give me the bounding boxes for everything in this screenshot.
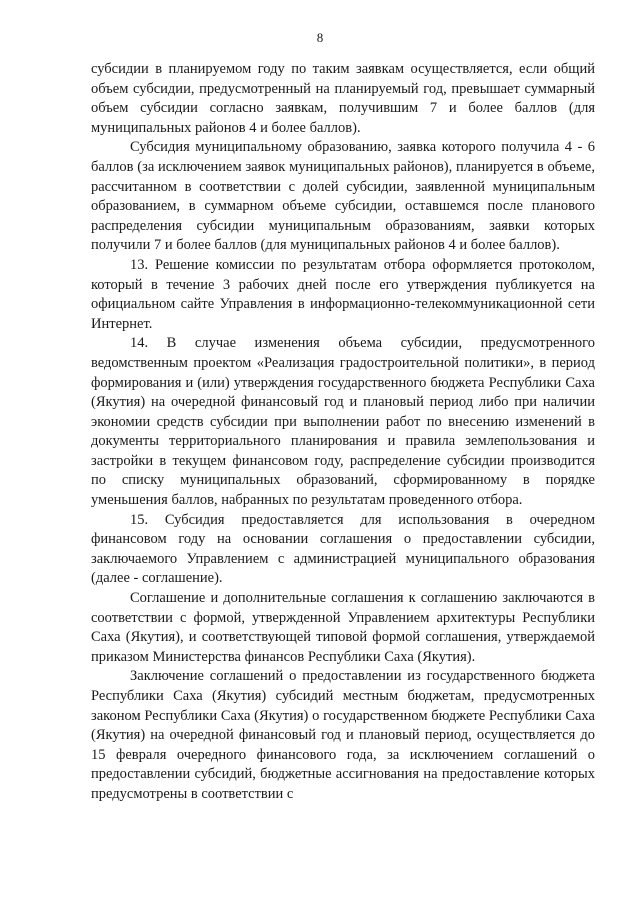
paragraph-subsidy-continuation: субсидии в планируемом году по таким заявкам осуществляется, если общий объем субсидии, предусмотренный на планируемый год, превышает суммарный объем субсидии согласно заявкам, получившим 7 и более баллов (для муниципальных районов 4 и более баллов). bbox=[91, 61, 595, 136]
paragraph-item-15: 15. Субсидия предоставляется для использования в очередном финансовом году на основании соглашения о предоставлении субсидии, заключаемого Управлением с администрацией муниципального образования (далее - соглашение). bbox=[91, 511, 595, 587]
paragraph-subsidy-4-6-points: Субсидия муниципальному образованию, заявка которого получила 4 - 6 баллов (за исключением заявок муниципальных районов), планируется в объеме, рассчитанном в соответствии с долей субсидии, заявленной муниципальным образованием, в суммарном объеме субсидии, оставшемся после планового распределения субсидии муниципальным образованиям, заявки которых получили 7 и более баллов (для муниципальных районов 4 и более баллов). bbox=[91, 139, 595, 254]
paragraph-agreement-form: Соглашение и дополнительные соглашения к соглашению заключаются в соответствии с формой, утвержденной Управлением архитектуры Республики Саха (Якутия), и соответствующей типовой формой соглашения, утверждаемой приказом Министерства финансов Республики Саха (Якутия). bbox=[91, 590, 595, 665]
paragraph-item-14: 14. В случае изменения объема субсидии, предусмотренного ведомственным проектом «Реализация градостроительной политики», в период формирования и (или) утверждения государственного бюджета Республики Саха (Якутия) на очередной финансовый год и плановый период либо при наличии экономии средств субсидии при выполнении работ по внесению изменений в документы территориального планирования и правила землепользования и застройки в текущем финансовом году, распределение субсидии производится по списку муниципальных образований, сформированному в порядке уменьшения баллов, набранных по результатам проведенного отбора. bbox=[91, 335, 595, 509]
document-body bbox=[91, 60, 595, 805]
page-number: 8 bbox=[316, 30, 324, 45]
paragraph-item-13: 13. Решение комиссии по результатам отбора оформляется протоколом, который в течение 3 рабочих дней после его утверждения публикуется на официальном сайте Управления в информационно-телекоммуникационной сети Интернет. bbox=[91, 256, 595, 332]
paragraph-agreement-deadline: Заключение соглашений о предоставлении из государственного бюджета Республики Саха (Якутия) субсидий местным бюджетам, предусмотренных законом Республики Саха (Якутия) о государственном бюджете Республики Саха (Якутия) на очередной финансовый год и плановый период, осуществляется до 15 февраля очередного финансового года, за исключением соглашений о предоставлении субсидий, бюджетные ассигнования на предоставление которых предусмотрены в соответствии с bbox=[91, 668, 595, 802]
